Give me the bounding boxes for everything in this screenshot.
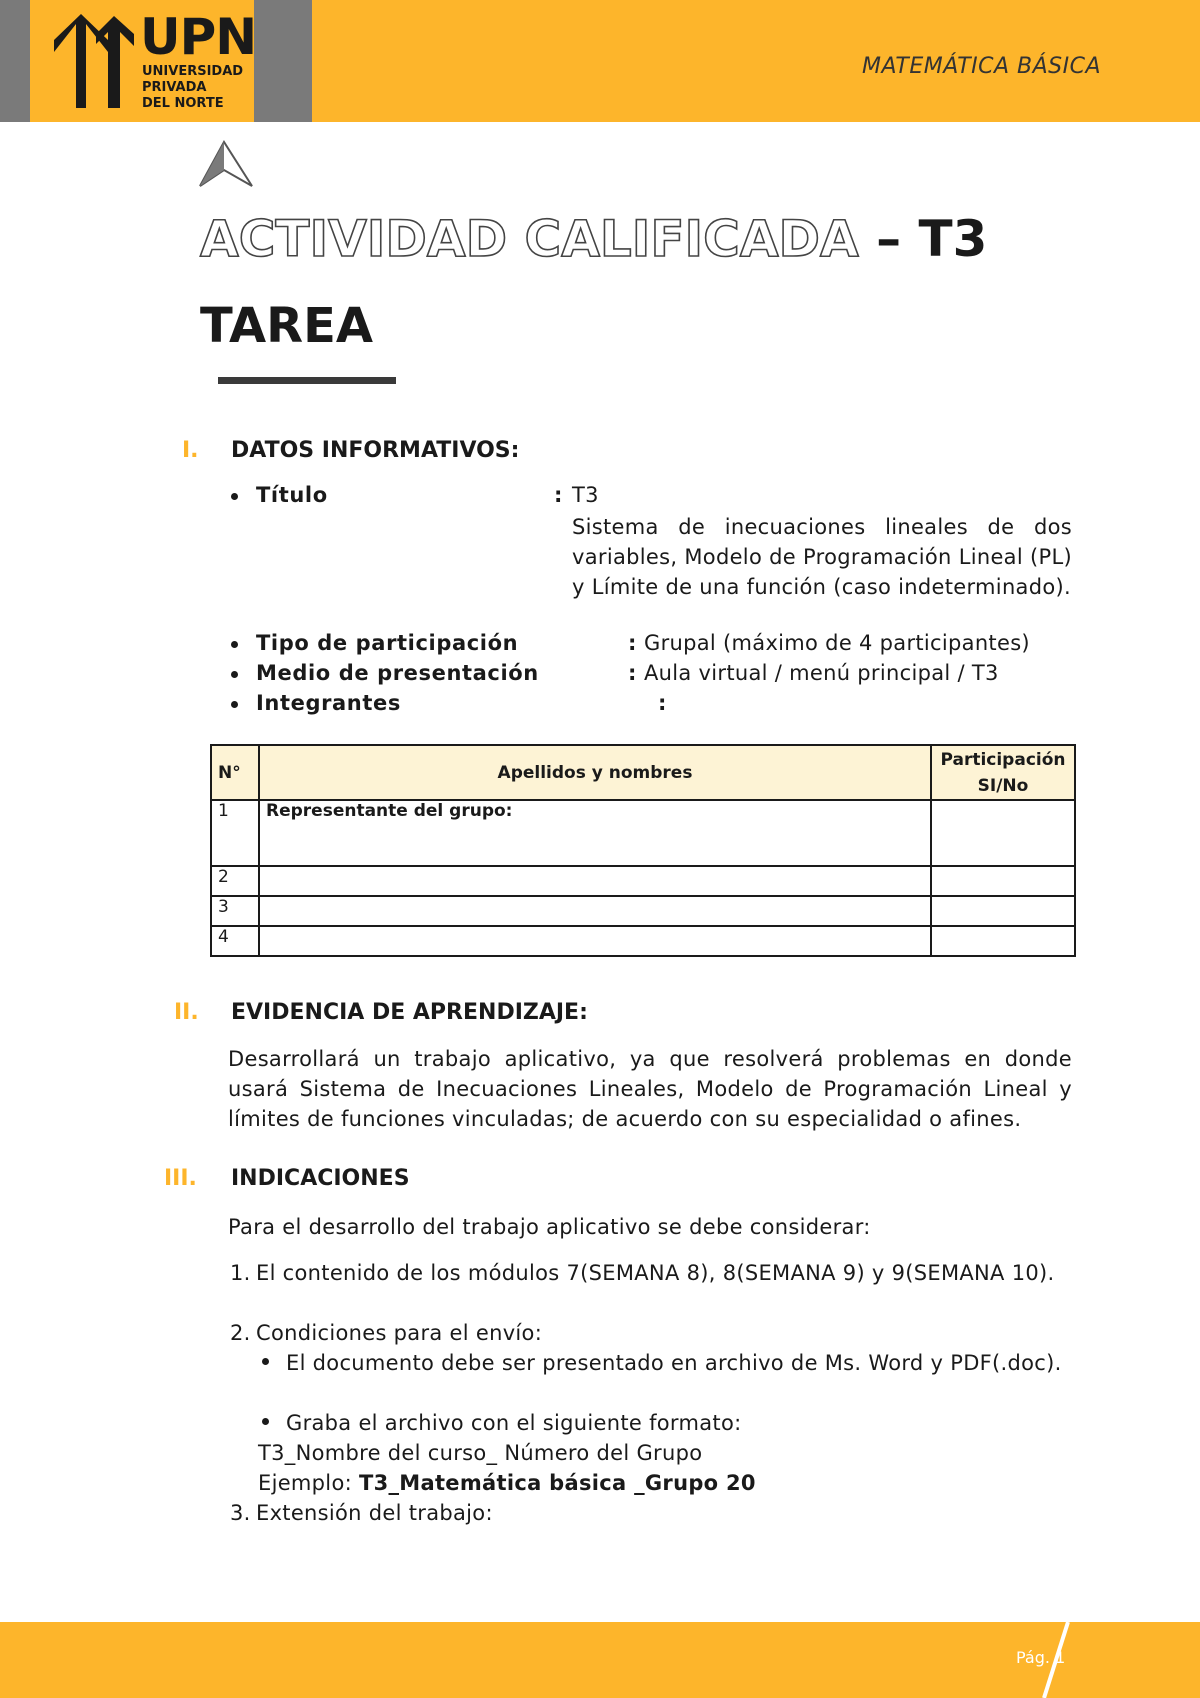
section-1-number: I. [182, 438, 199, 463]
arrow-cursor-icon [198, 140, 254, 188]
titulo-description: Sistema de inecuaciones lineales de dos variables, Modelo de Programación Lineal (PL) y Límite de una función (caso indeterminado). [572, 515, 1072, 599]
title-underline [218, 377, 396, 384]
list-item-1: El contenido de los módulos 7(SEMANA 8), 8(SEMANA 9) y 9(SEMANA 10). [256, 1261, 1055, 1285]
table-cell-number: 4 [211, 926, 259, 956]
example-label: Ejemplo: [258, 1471, 359, 1495]
info-value-titulo: T3 [572, 483, 599, 507]
info-value-medio: Aula virtual / menú principal / T3 [644, 661, 999, 685]
section-3-intro: Para el desarrollo del trabajo aplicativo se debe considerar: [228, 1215, 871, 1239]
page-subtitle: TAREA [200, 298, 374, 354]
list-item-2: Condiciones para el envío: [256, 1321, 543, 1345]
sub-item-2: Graba el archivo con el siguiente formato: [286, 1411, 742, 1435]
table-cell-number: 1 [211, 800, 259, 866]
list-number-1: 1. [230, 1261, 251, 1285]
activity-code: T3 [918, 210, 988, 268]
members-table [210, 744, 1076, 957]
bullet-icon [262, 1358, 269, 1365]
table-header-row [211, 745, 1075, 800]
table-row [211, 926, 1075, 956]
page-number: Pág. 1 [1016, 1648, 1066, 1667]
example-value: T3_Matemática básica _Grupo 20 [358, 1471, 756, 1495]
section-2-text: Desarrollará un trabajo aplicativo, ya que resolverá problemas en donde usará Sistema de Inecuaciones Lineales, Modelo de Programación Lineal y límites de funciones vinculadas; de acuerdo con su especialidad o afines. [228, 1047, 1072, 1131]
bullet-icon [231, 671, 238, 678]
table-cell-participation[interactable] [931, 926, 1075, 956]
list-number-3: 3. [230, 1501, 251, 1525]
list-number-2: 2. [230, 1321, 251, 1345]
section-1-title: DATOS INFORMATIVOS: [231, 438, 520, 463]
info-label-medio: Medio de presentación [256, 661, 539, 685]
section-3-title: INDICACIONES [231, 1166, 410, 1191]
activity-title-outlined: ACTIVIDAD CALIFICADA [200, 210, 859, 268]
info-value-tipo: Grupal (máximo de 4 participantes) [644, 631, 1030, 655]
section-3-number: III. [164, 1166, 197, 1191]
table-header-names: Apellidos y nombres [259, 745, 931, 800]
info-label-titulo: Título [256, 483, 328, 507]
table-row [211, 896, 1075, 926]
list-item-3: Extensión del trabajo: [256, 1501, 493, 1525]
table-row [211, 866, 1075, 896]
table-cell-number: 3 [211, 896, 259, 926]
logo-name: UPN [140, 8, 257, 66]
table-cell-participation[interactable] [931, 896, 1075, 926]
activity-title [200, 210, 987, 268]
table-cell-number: 2 [211, 866, 259, 896]
bullet-icon [231, 641, 238, 648]
activity-title-dash: – [858, 210, 919, 268]
table-cell-participation[interactable] [931, 866, 1075, 896]
table-cell-name[interactable]: Representante del grupo: [259, 800, 931, 866]
table-cell-participation[interactable] [931, 800, 1075, 866]
info-label-tipo: Tipo de participación [256, 631, 519, 655]
info-colon: : [658, 691, 667, 715]
table-cell-name[interactable] [259, 866, 931, 896]
table-row [211, 800, 1075, 866]
table-cell-name[interactable] [259, 926, 931, 956]
info-label-integrantes: Integrantes [256, 691, 401, 715]
bullet-icon [231, 701, 238, 708]
course-title: MATEMÁTICA BÁSICA [862, 54, 1102, 79]
upn-arrows-icon [52, 14, 136, 114]
info-colon: : [628, 631, 637, 655]
bullet-icon [231, 493, 238, 500]
section-2-number: II. [174, 1000, 199, 1025]
info-colon: : [628, 661, 637, 685]
section-2-title: EVIDENCIA DE APRENDIZAJE: [231, 1000, 588, 1025]
table-cell-name[interactable] [259, 896, 931, 926]
sub-item-1: El documento debe ser presentado en archivo de Ms. Word y PDF(.doc). [286, 1351, 1062, 1375]
info-colon: : [554, 483, 563, 507]
table-header-number: N° [211, 745, 259, 800]
bullet-icon [262, 1418, 269, 1425]
table-header-participation: Participación SI/No [931, 745, 1075, 800]
example-line [258, 1468, 756, 1498]
format-line: T3_Nombre del curso_ Número del Grupo [258, 1441, 703, 1465]
logo-subtitle: UNIVERSIDAD PRIVADA DEL NORTE [142, 64, 244, 111]
